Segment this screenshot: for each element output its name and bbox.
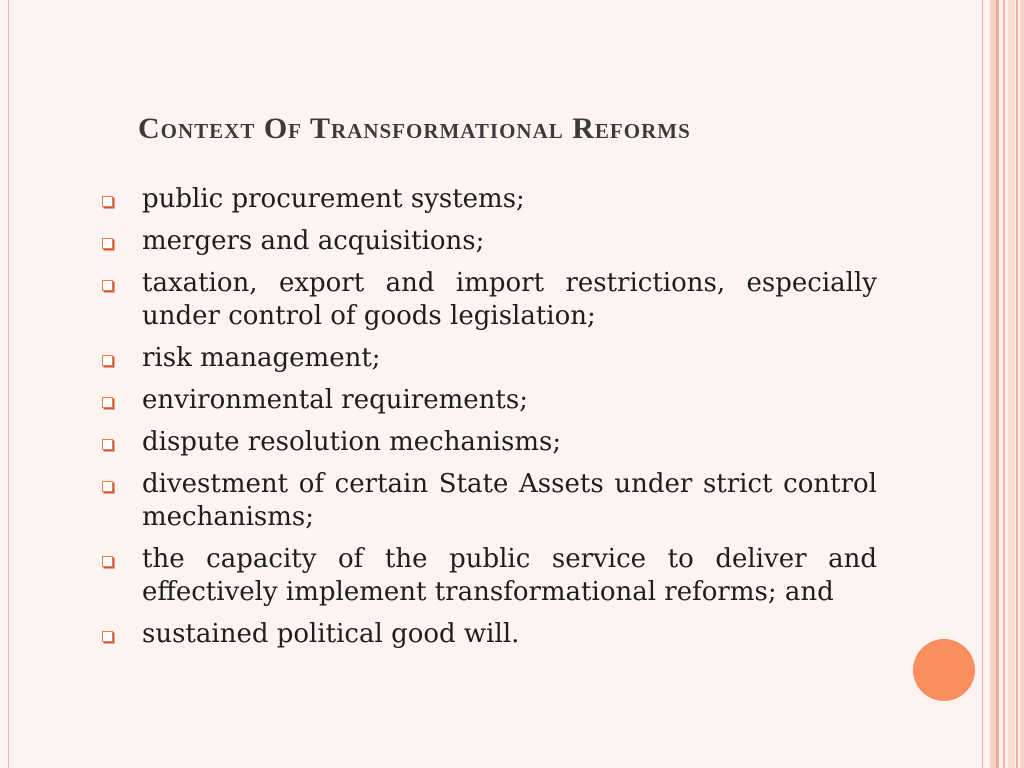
square-bullet-icon [102, 238, 113, 249]
list-item-text: divestment of certain State Assets under strict control mechanisms; [142, 469, 877, 532]
square-bullet-icon [102, 355, 113, 366]
square-bullet-icon [102, 631, 113, 642]
square-bullet-icon [102, 280, 113, 291]
list-item-text: taxation, export and import restrictions, especially under control of goods legislation; [142, 268, 877, 331]
right-stripe [1003, 0, 1005, 768]
square-bullet-icon [102, 397, 113, 408]
list-item [100, 426, 880, 459]
list-item-text: sustained political good will. [142, 619, 520, 649]
slide-title: Context Of Transformational Reforms [138, 112, 691, 145]
list-item-text: risk management; [142, 343, 381, 373]
list-item-text: public procurement systems; [142, 184, 525, 214]
list-item [100, 468, 880, 534]
square-bullet-icon [102, 439, 113, 450]
right-stripe [1008, 0, 1015, 768]
list-item [100, 384, 880, 417]
right-stripe [996, 0, 999, 768]
list-item-text: the capacity of the public service to deliver and effectively implement transformational reforms; and [142, 544, 877, 607]
list-item-text: environmental requirements; [142, 385, 528, 415]
list-item-text: dispute resolution mechanisms; [142, 427, 562, 457]
right-stripe [1020, 0, 1024, 768]
orange-circle-decoration [913, 639, 975, 701]
square-bullet-icon [102, 556, 113, 567]
list-item-text: mergers and acquisitions; [142, 226, 485, 256]
list-item [100, 342, 880, 375]
list-item [100, 267, 880, 333]
list-item [100, 225, 880, 258]
square-bullet-icon [102, 481, 113, 492]
square-bullet-icon [102, 196, 113, 207]
list-item [100, 618, 880, 651]
right-stripe [1016, 0, 1018, 768]
bullet-list [100, 183, 880, 660]
right-stripe [982, 0, 983, 768]
left-border-line [8, 0, 9, 768]
list-item [100, 183, 880, 216]
list-item [100, 543, 880, 609]
